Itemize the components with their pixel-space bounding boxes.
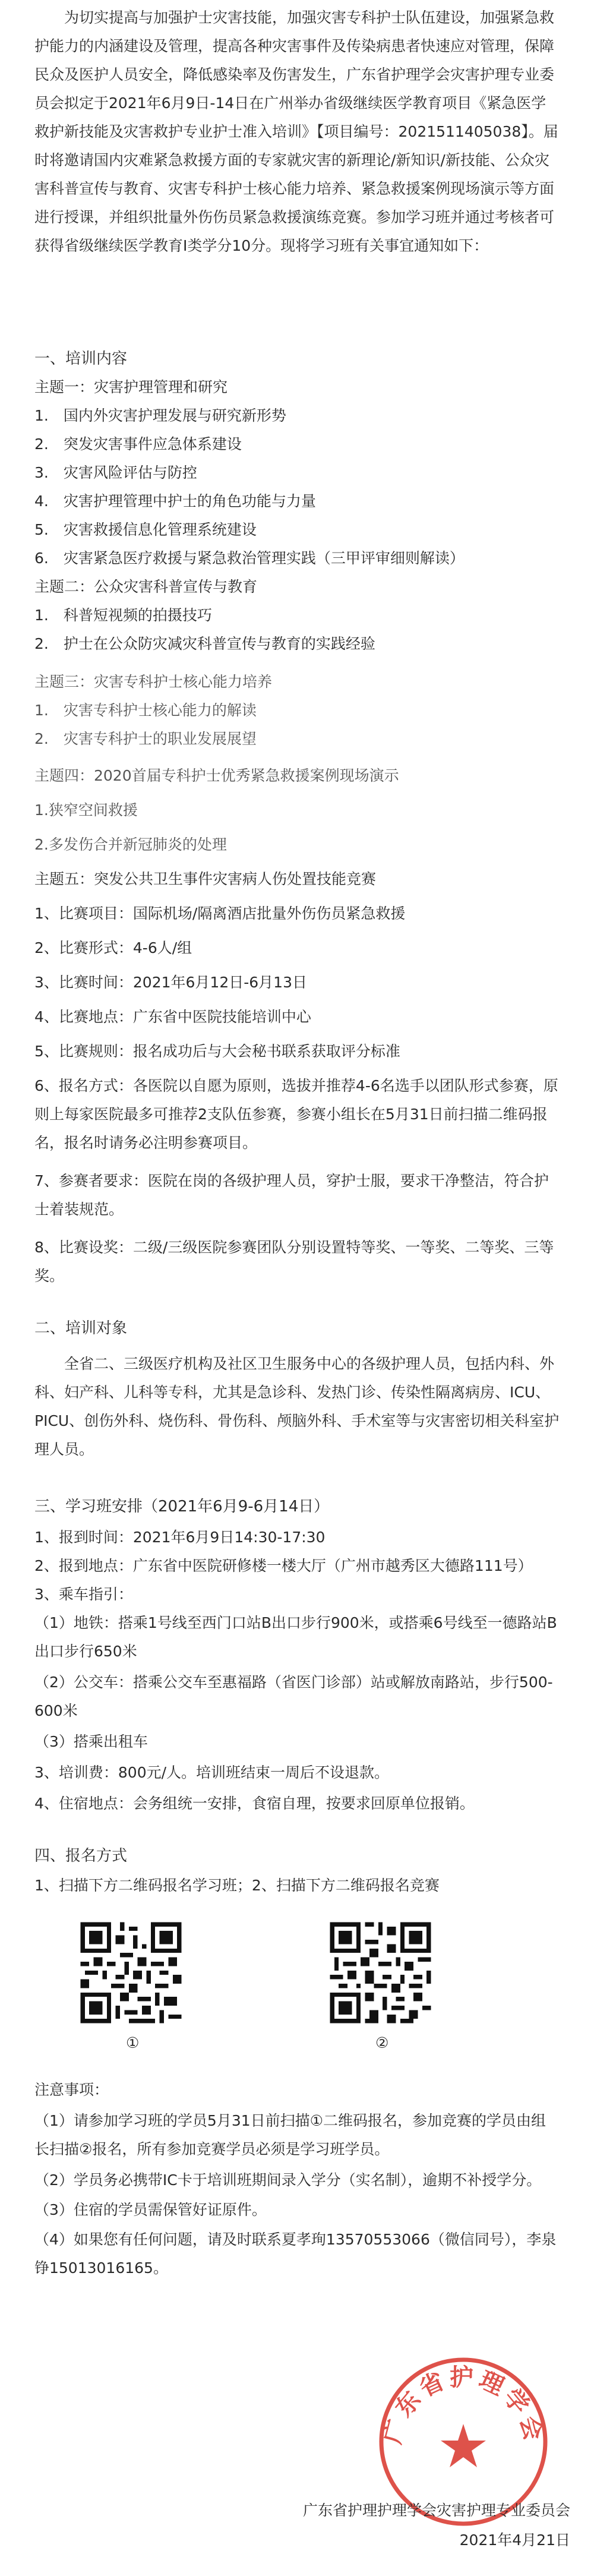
schedule-item: （2）公交车：搭乘公交车至惠福路（省医门诊部）站或解放南路站，步行500-600米 <box>34 1674 553 1719</box>
topic-4-item: 2.多发伤合并新冠肺炎的处理 <box>34 836 227 853</box>
topic-3-item: 1. 灾害专科护士核心能力的解读 <box>34 702 257 719</box>
section-2-heading: 二、培训对象 <box>34 1319 128 1337</box>
target-audience-text: 全省二、三级医疗机构及社区卫生服务中心的各级护理人员，包括内科、外科、妇产科、儿科等专科，尤其是急诊科、发热门诊、传染性隔离病房、ICU、PICU、创伤外科、烧伤科、骨伤科、颅脑外科、手术室等与灾害密切相关科室护理人员。 <box>34 1355 560 1458</box>
topic-3-title: 主题三：灾害专科护士核心能力培养 <box>34 673 273 690</box>
schedule-item: 2、报到地点：广东省中医院研修楼一楼大厅（广州市越秀区大德路111号） <box>34 1557 533 1574</box>
schedule-item: 3、乘车指引： <box>34 1586 133 1603</box>
topic-1-item: 5. 灾害救援信息化管理系统建设 <box>34 521 257 538</box>
schedule-item: （1）地铁：搭乘1号线至西门口站B出口步行900米，或搭乘6号线至一德路站B出口步行650米 <box>34 1614 557 1660</box>
competition-item: 4、比赛地点：广东省中医院技能培训中心 <box>34 1008 311 1025</box>
topic-2-item: 2. 护士在公众防灾减灾科普宣传与教育的实践经验 <box>34 635 375 652</box>
svg-text:广东省护理学会: 广东省护理学会 <box>378 2364 548 2447</box>
topic-1-item: 1. 国内外灾害护理发展与研究新形势 <box>34 407 286 424</box>
notes-heading: 注意事项： <box>34 2081 109 2098</box>
schedule-item: 3、培训费：800元/人。培训班结束一周后不设退款。 <box>34 1764 390 1781</box>
topic-2-title: 主题二：公众灾害科普宣传与教育 <box>34 578 258 595</box>
competition-item: 5、比赛规则：报名成功后与大会秘书联系获取评分标准 <box>34 1043 400 1060</box>
topic-1-title: 主题一：灾害护理管理和研究 <box>34 378 228 396</box>
topic-1-item: 6. 灾害紧急医疗救援与紧急救治管理实践（三甲评审细则解读） <box>34 550 465 567</box>
competition-item: 2、比赛形式：4-6人/组 <box>34 939 192 956</box>
schedule-item: 1、报到时间：2021年6月9日14:30-17:30 <box>34 1529 326 1546</box>
note-item: （3）住宿的学员需保管好证原件。 <box>34 2201 267 2218</box>
signature-date: 2021年4月21日 <box>459 2531 570 2549</box>
qr-code-course[interactable] <box>76 1918 186 2028</box>
topic-3-item: 2. 灾害专科护士的职业发展展望 <box>34 730 257 747</box>
qr-code-competition[interactable] <box>326 1918 435 2028</box>
signature-org: 广东省护理护理学会灾害护理专业委员会 <box>302 2502 570 2519</box>
note-item: （1）请参加学习班的学员5月31日前扫描①二维码报名，参加竞赛的学员由组长扫描②报名，所有参加竞赛学员必须是学习班学员。 <box>34 2112 546 2158</box>
schedule-item: （3）搭乘出租车 <box>34 1733 148 1750</box>
topic-1-item: 3. 灾害风险评估与防控 <box>34 464 197 481</box>
section-1-heading: 一、培训内容 <box>34 350 128 368</box>
registration-text: 1、扫描下方二维码报名学习班；2、扫描下方二维码报名竞赛 <box>34 1877 440 1894</box>
topic-2-item: 1. 科普短视频的拍摄技巧 <box>34 607 212 624</box>
qr-code-icon <box>326 1918 435 2028</box>
topic-1-item: 2. 突发灾害事件应急体系建设 <box>34 435 242 453</box>
topic-5-title: 主题五：突发公共卫生事件灾害病人伤处置技能竞赛 <box>34 870 377 888</box>
topic-4-title: 主题四：2020首届专科护士优秀紧急救援案例现场演示 <box>34 767 399 784</box>
topic-4-item: 1.狭窄空间救援 <box>34 801 138 819</box>
competition-item: 6、报名方式：各医院以自愿为原则，选拔并推荐4-6名选手以团队形式参赛，原则上每家医院最多可推荐2支队伍参赛，参赛小组长在5月31日前扫描二维码报名，报名时请务必注明参赛项目。 <box>34 1077 558 1151</box>
competition-item: 3、比赛时间：2021年6月12日-6月13日 <box>34 974 307 991</box>
note-item: （2）学员务必携带IC卡于培训班期间录入学分（实名制），逾期不补授学分。 <box>34 2171 542 2189</box>
section-3-heading: 三、学习班安排（2021年6月9-6月14日） <box>34 1498 330 1516</box>
competition-item: 7、参赛者要求：医院在岗的各级护理人员，穿护士服，要求干净整洁，符合护士着装规范。 <box>34 1172 549 1218</box>
competition-item: 1、比赛项目：国际机场/隔离酒店批量外伤伤员紧急救援 <box>34 905 406 922</box>
note-item: （4）如果您有任何问题，请及时联系夏孝珣13570553066（微信同号），李泉铮15013016165。 <box>34 2231 557 2277</box>
competition-item: 8、比赛设奖：二级/三级医院参赛团队分别设置特等奖、一等奖、二等奖、三等奖。 <box>34 1239 554 1284</box>
section-4-heading: 四、报名方式 <box>34 1847 128 1865</box>
schedule-item: 4、住宿地点：会务组统一安排，食宿自理，按要求回原单位报销。 <box>34 1795 475 1812</box>
intro-paragraph: 为切实提高与加强护士灾害技能，加强灾害专科护士队伍建设，加强紧急救护能力的内涵建设及管理，提高各种灾害事件及传染病患者快速应对管理，保障民众及医护人员安全，降低感染率及伤害发生，广东省护理学会灾害护理专业委员会拟定于2021年6月9日-14日在广州举办省级继续医学教育项目《紧急医学救护新技能及灾害救护专业护士准入培训》【项目编号：2021511405038】。届时将邀请国内灾难紧急救援方面的专家就灾害的新理论/新知识/新技能、公众灾害科普宣传与教育、灾害专科护士核心能力培养、紧急救援案例现场演示等方面进行授课，并组织批量外伤伤员紧急救援演练竞赛。参加学习班并通过考核者可获得省级继续医学教育Ⅰ类学分10分。现将学习班有关事宜通知如下： <box>34 9 558 254</box>
qr-label-2: ② <box>375 2034 389 2051</box>
topic-1-item: 4. 灾害护理管理中护士的角色功能与力量 <box>34 493 316 510</box>
qr-label-1: ① <box>126 2034 140 2051</box>
qr-code-icon <box>76 1918 186 2028</box>
